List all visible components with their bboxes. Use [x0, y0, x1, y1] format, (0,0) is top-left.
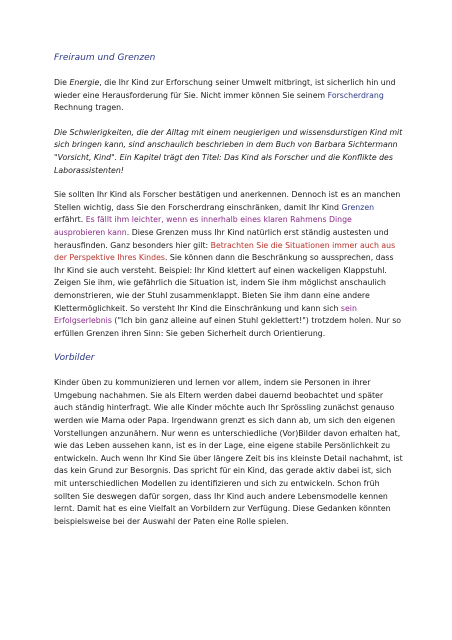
paragraph-vorbilder: Kinder üben zu kommunizieren und lernen vor allem, indem sie Personen in ihrer Umgebung nachahmen. Sie als Eltern werden dabei dauernd beobachtet und später auch ständig hinterfragt. Wie alle Kinder möchte auch Ihr Sprössling zunächst genauso werden wie Mama oder Papa. Irgendwann grenzt es sich dann ab, um sich den eigenen Vorstellungen anzunähern. Nur wenn es unterschiedliche (Vor)Bilder davon erhalten hat, wie das Leben aussehen kann, ist es in der Lage, eine eigene stabile Persönlichkeit zu entwickeln. Auch wenn Ihr Kind Sie über längere Zeit bis ins kleinste Detail nachahmt, ist das kein Grund zur Besorgnis. Das spricht für ein Kind, das gerade aktiv dabei ist, sich mit unterschiedlichen Modellen zu identifizieren und sich zu entwickeln. Schon früh sollten Sie deswegen dafür sorgen, dass Ihr Kind auch andere Lebensmodelle kennen lernt. Damit hat es eine Vielfalt an Vorbildern zur Verfügung. Diese Gedanken könnten beispielsweise bei der Auswahl der Paten eine Rolle spielen.: [54, 378, 403, 526]
document-content: [54, 52, 404, 528]
section-heading-freiraum: Freiraum und Grenzen: [54, 53, 156, 63]
link-rahmen[interactable]: Es fällt ihm leichter, wenn es innerhalb eines klaren Rahmens Dinge ausprobieren kann: [54, 215, 352, 237]
section-heading-vorbilder: Vorbilder: [54, 353, 95, 364]
paragraph-grenzen: [54, 189, 404, 340]
text-fragment: erfährt.: [54, 215, 86, 225]
text-fragment: Die: [54, 78, 70, 87]
link-erfolgserlebnis[interactable]: sein Erfolgserlebnis: [54, 303, 357, 326]
text-fragment: Rechnung tragen.: [54, 103, 124, 113]
emphasis-energie: Energie: [69, 78, 100, 87]
link-forscherdrang[interactable]: Forscherdrang: [327, 90, 384, 100]
link-grenzen[interactable]: Grenzen: [341, 202, 375, 212]
text-fragment: . Sie können dann die Beschränkung so aussprechen, dass Ihr Kind sie auch versteht. Beispiel: Ihr Kind klettert auf einen wackeligen Klappstuhl. Zeigen Sie ihm, wie gefährlich die Situation ist, indem Sie ihm möglichst anschaulich demonstrieren, wie der Stuhl zusammenklappt. Bieten Sie ihm dann eine andere Klettermöglichkeit. So versteht Ihr Kind die Einschränkung und kann sich: [54, 253, 394, 313]
text-fragment: . Diese Grenzen muss Ihr Kind natürlich erst ständig austesten und herausfinden. Ganz besonders hier gilt:: [54, 227, 389, 250]
text-fragment: Sie sollten Ihr Kind als Forscher bestätigen und anerkennen. Dennoch ist es an manchen Stellen wichtig, dass Sie den Forscherdrang einschränken, damit Ihr Kind: [54, 190, 401, 212]
text-fragment: , die Ihr Kind zur Erforschung seiner Umwelt mitbringt, ist sicherlich hin und wieder eine Herausforderung für Sie. Nicht immer können Sie seinem: [54, 78, 396, 100]
paragraph-energie: [54, 77, 404, 115]
paragraph-quote-sichtermann: Die Schwierigkeiten, die der Alltag mit einem neugierigen und wissensdurstigen Kind mit sich bringen kann, sind anschaulich beschrieben in dem Buch von Barbara Sichtermann "Vorsicht, Kind". Ein Kapitel trägt den Titel: Das Kind als Forscher und die Konflikte des Laborassistenten!: [54, 127, 403, 175]
link-perspektive[interactable]: Betrachten Sie die Situationen immer auch aus der Perspektive Ihres Kindes: [54, 240, 396, 263]
text-fragment: ("Ich bin ganz alleine auf einen Stuhl geklettert!") trotzdem holen. Nur so erfüllen Grenzen ihren Sinn: Sie geben Sicherheit durch Orientierung.: [54, 316, 402, 338]
